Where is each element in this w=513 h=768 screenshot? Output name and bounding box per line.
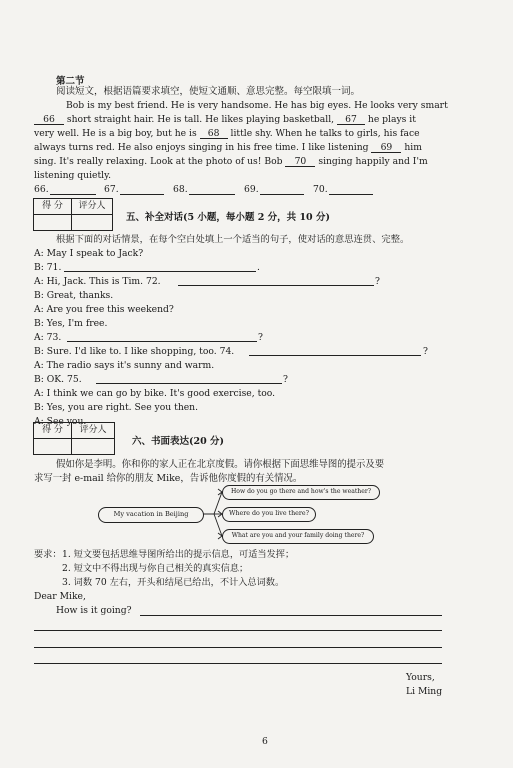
passage-line-4: always turns red. He also enjoys singing in his free time. I like listening 69 him <box>34 142 422 153</box>
mindmap-branch-3: What are you and your family doing there? <box>222 529 374 544</box>
passage-line-5: sing. It's really relaxing. Look at the photo of us! Bob 70 singing happily and I'm <box>34 156 428 167</box>
end-mark-71: . <box>257 262 260 273</box>
letter-greeting: Dear Mike, <box>34 591 86 602</box>
dialogue-line-13: A: See you. <box>34 416 87 427</box>
mindmap-branch-2: Where do you live there? <box>222 507 316 522</box>
dialogue-line-7: A: 73. <box>34 332 62 343</box>
letter-signature: Li Ming <box>406 686 443 697</box>
dialogue-line-3: A: Hi, Jack. This is Tim. 72. <box>34 276 161 287</box>
requirement-2: 2. 短文中不得出现与你自己相关的真实信息； <box>62 563 249 574</box>
part2-instruction: 阅读短文，根据语篇要求填空，使短文通顺、意思完整。每空限填一词。 <box>56 86 361 97</box>
end-mark-74: ? <box>423 346 428 357</box>
dialogue-line-4: B: Great, thanks. <box>34 290 114 301</box>
blank-69[interactable]: 69 <box>371 142 401 153</box>
dialogue-line-9: A: The radio says it's sunny and warm. <box>34 360 215 371</box>
letter-opening: How is it going? <box>56 605 132 616</box>
blank-67[interactable]: 67 <box>337 114 365 125</box>
dialogue-line-6: B: Yes, I'm free. <box>34 318 108 329</box>
answer-label-69: 69. <box>244 184 259 195</box>
section6-prompt-2: 求写一封 e-mail 给你的朋友 Mike，告诉他你度假的有关情况。 <box>34 473 303 484</box>
end-mark-73: ? <box>258 332 263 343</box>
passage-line-6: listening quietly. <box>34 170 111 181</box>
answer-label-70: 70. <box>313 184 328 195</box>
passage-line-2: 66 short straight hair. He is tall. He likes playing basketball, 67 he plays it <box>34 114 416 126</box>
blank-66[interactable]: 66 <box>34 114 64 125</box>
mindmap-center: My vacation in Beijing <box>98 507 204 523</box>
part2-title: 第二节 <box>56 76 85 87</box>
page-number: 6 <box>262 736 268 747</box>
answer-label-66: 66. <box>34 184 49 195</box>
requirements-label: 要求： <box>34 549 62 560</box>
mindmap-branch-1: How do you go there and how's the weather? <box>222 485 380 500</box>
letter-closing: Yours, <box>406 672 435 683</box>
blank-68[interactable]: 68 <box>200 128 228 139</box>
requirement-3: 3. 词数 70 左右，开头和结尾已给出，不计入总词数。 <box>62 577 285 588</box>
answer-label-67: 67. <box>104 184 119 195</box>
writing-line-1[interactable] <box>140 615 442 616</box>
passage-line-1: Bob is my best friend. He is very handsome. He has big eyes. He looks very smart <box>66 100 448 111</box>
blank-70[interactable]: 70 <box>285 156 315 167</box>
writing-line-3[interactable] <box>34 647 442 648</box>
dialogue-line-1: A: May I speak to Jack? <box>34 248 144 259</box>
section5-instruction: 根据下面的对话情景，在每个空白处填上一个适当的句子，使对话的意思连贯、完整。 <box>56 234 410 245</box>
score-label: 得 分 <box>42 201 63 211</box>
dialogue-line-11: A: I think we can go by bike. It's good exercise, too. <box>34 388 276 399</box>
dialogue-line-10: B: OK. 75. <box>34 374 82 385</box>
section6-prompt-1: 假如你是李明。你和你的家人正在北京度假。请你根据下面思维导图的提示及要 <box>56 459 385 470</box>
dialogue-line-5: A: Are you free this weekend? <box>34 304 174 315</box>
grader-label: 评分人 <box>78 201 106 211</box>
dialogue-line-2: B: 71. <box>34 262 62 273</box>
grader-label: 评分人 <box>79 425 107 435</box>
section6-title: 六、书面表达(20 分) <box>132 436 225 447</box>
dialogue-line-12: B: Yes, you are right. See you then. <box>34 402 199 413</box>
answer-label-68: 68. <box>173 184 188 195</box>
requirement-1: 1. 短文要包括思维导图所给出的提示信息，可适当发挥； <box>62 549 295 560</box>
passage-line-3: very well. He is a big boy, but he is 68 little shy. When he talks to girls, his face <box>34 128 420 139</box>
writing-line-2[interactable] <box>34 630 442 631</box>
dialogue-line-8: B: Sure. I'd like to. I like shopping, too. 74. <box>34 346 235 357</box>
end-mark-75: ? <box>283 374 288 385</box>
section5-title: 五、补全对话(5 小题，每小题 2 分，共 10 分) <box>126 212 330 223</box>
writing-line-4[interactable] <box>34 663 442 664</box>
score-label: 得 分 <box>42 425 63 435</box>
end-mark-72: ? <box>375 276 380 287</box>
